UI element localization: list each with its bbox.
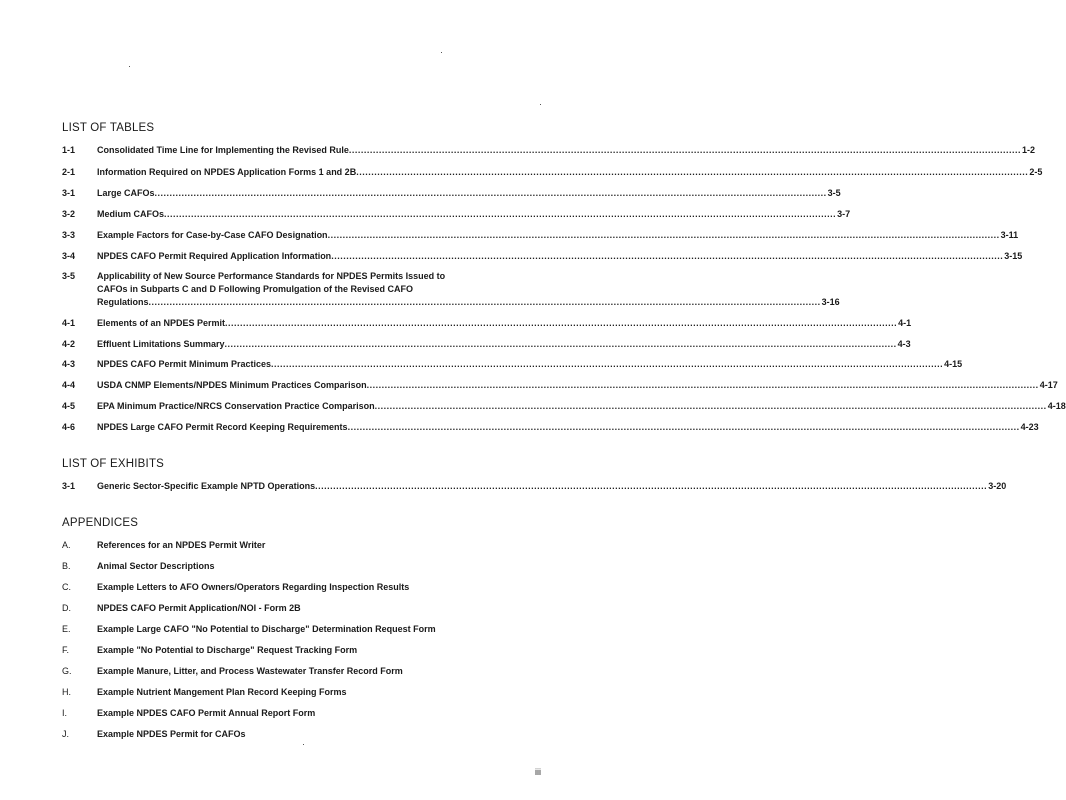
toc-entry-table-3-5[interactable] (62, 270, 840, 310)
appendix-title: Example "No Potential to Discharge" Request Tracking Form (97, 645, 358, 655)
entry-number: 3-1 (62, 188, 76, 198)
entry-page: 1-2 (1021, 145, 1035, 155)
entry-title: NPDES CAFO Permit Minimum Practices (97, 359, 272, 369)
entry-number: 1-1 (62, 145, 76, 155)
entry-page: 3-15 (1004, 251, 1023, 261)
appendix-letter: I. (62, 708, 68, 718)
entry-page: 4-1 (898, 318, 912, 328)
entry-title-line-2: CAFOs in Subparts C and D Following Promulgation of the Revised CAFO (97, 284, 414, 294)
entry-title-line-1: Applicability of New Source Performance Standards for NPDES Permits Issued to (97, 271, 446, 281)
appendix-title: Animal Sector Descriptions (97, 561, 215, 571)
entry-page: 2-5 (1029, 167, 1043, 177)
entry-title: Large CAFOs (97, 188, 155, 198)
entry-number: 4-2 (62, 339, 76, 349)
entry-title: EPA Minimum Practice/NRCS Conservation Practice Comparison (97, 401, 375, 411)
entry-number: 2-1 (62, 167, 76, 177)
entry-title: Example Factors for Case-by-Case CAFO Designation (97, 230, 328, 240)
entry-title: USDA CNMP Elements/NPDES Minimum Practices Comparison (97, 380, 367, 390)
entry-number: 3-3 (62, 230, 76, 240)
list-of-tables-heading: LIST OF TABLES (62, 122, 155, 134)
appendix-title: Example Manure, Litter, and Process Wastewater Transfer Record Form (97, 666, 403, 676)
scan-speck (441, 52, 442, 53)
appendix-letter: C. (62, 582, 71, 592)
appendix-letter: G. (62, 666, 72, 676)
entry-page: 4-17 (1039, 380, 1058, 390)
appendix-letter: E. (62, 624, 71, 634)
scan-speck (540, 104, 541, 105)
appendix-title: Example Nutrient Mangement Plan Record Keeping Forms (97, 687, 347, 697)
entry-page: 4-23 (1020, 422, 1039, 432)
entry-page: 3-7 (837, 209, 851, 219)
appendix-letter: B. (62, 561, 71, 571)
entry-number: 3-4 (62, 251, 76, 261)
entry-title: Effluent Limitations Summary (97, 339, 225, 349)
entry-title-line-3: Regulations (97, 297, 149, 307)
entry-number: 4-4 (62, 380, 76, 390)
appendix-title: References for an NPDES Permit Writer (97, 540, 266, 550)
appendix-letter: D. (62, 603, 71, 613)
entry-number: 4-3 (62, 359, 76, 369)
entry-number: 4-6 (62, 422, 76, 432)
entry-page: 4-3 (897, 339, 911, 349)
entry-title: Medium CAFOs (97, 209, 165, 219)
appendix-title: NPDES CAFO Permit Application/NOI - Form 2B (97, 603, 301, 613)
appendix-title: Example Large CAFO "No Potential to Discharge" Determination Request Form (97, 624, 436, 634)
appendix-letter: H. (62, 687, 71, 697)
entry-number: 3-2 (62, 209, 76, 219)
appendices-heading: APPENDICES (62, 517, 139, 529)
appendix-title: Example Letters to AFO Owners/Operators Regarding Inspection Results (97, 582, 410, 592)
scan-speck (129, 66, 130, 67)
appendix-letter: F. (62, 645, 70, 655)
entry-page: 3-20 (988, 481, 1007, 491)
entry-title: Generic Sector-Specific Example NPTD Operations (97, 481, 316, 491)
entry-page: 4-18 (1047, 401, 1066, 411)
appendix-letter: A. (62, 540, 71, 550)
entry-title: Consolidated Time Line for Implementing the Revised Rule (97, 145, 349, 155)
entry-title: NPDES Large CAFO Permit Record Keeping Requirements (97, 422, 348, 432)
entry-page: 3-16 (821, 297, 840, 307)
entry-title: NPDES CAFO Permit Required Application Information (97, 251, 332, 261)
scan-speck (303, 744, 304, 745)
entry-page: 3-11 (1000, 230, 1019, 240)
entry-title: Information Required on NPDES Application Forms 1 and 2B (97, 167, 357, 177)
page-number: iii (535, 767, 541, 777)
entry-number: 4-5 (62, 401, 76, 411)
appendix-title: Example NPDES CAFO Permit Annual Report Form (97, 708, 316, 718)
entry-page: 4-15 (944, 359, 963, 369)
entry-page: 3-5 (827, 188, 841, 198)
entry-number: 3-5 (62, 271, 76, 281)
entry-number: 4-1 (62, 318, 76, 328)
list-of-exhibits-heading: LIST OF EXHIBITS (62, 458, 165, 470)
appendix-title: Example NPDES Permit for CAFOs (97, 729, 246, 739)
entry-title: Elements of an NPDES Permit (97, 318, 226, 328)
appendix-letter: J. (62, 729, 70, 739)
entry-number: 3-1 (62, 481, 76, 491)
